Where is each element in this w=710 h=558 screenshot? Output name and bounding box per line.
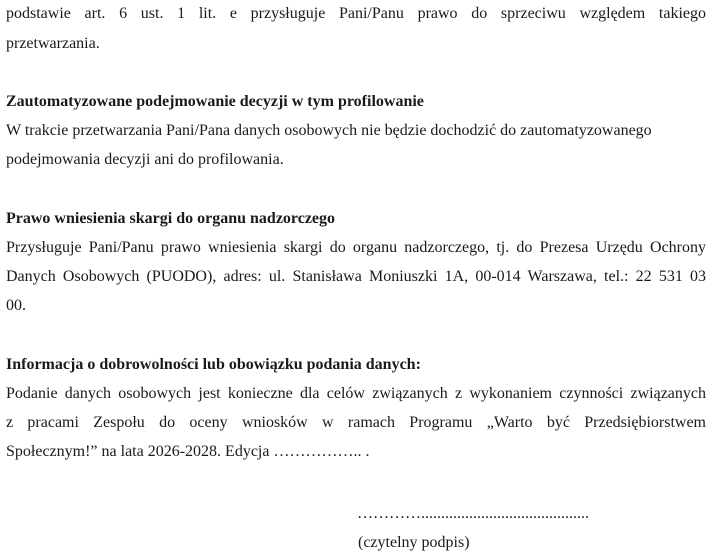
section-heading-data-obligation: Informacja o dobrowolności lub obowiązku podania danych: bbox=[6, 356, 421, 373]
intro-line-1: podstawie art. 6 ust. 1 lit. e przysługuje Pani/Panu prawo do sprzeciwu względem takiego bbox=[6, 5, 706, 22]
section-data-obligation-line-1: Podanie danych osobowych jest konieczne dla celów związanych z wykonaniem czynności związanych bbox=[6, 385, 706, 402]
section-automated-decisions-line-2: podejmowania decyzji ani do profilowania. bbox=[6, 151, 284, 168]
section-complaint-right-line-3: 00. bbox=[6, 297, 26, 314]
section-heading-automated-decisions: Zautomatyzowane podejmowanie decyzji w tym profilowanie bbox=[6, 93, 424, 110]
section-complaint-right-line-1: Przysługuje Pani/Panu prawo wniesienia skargi do organu nadzorczego, tj. do Prezesa Urzędu Ochrony bbox=[6, 239, 706, 256]
section-complaint-right-line-2: Danych Osobowych (PUODO), adres: ul. Stanisława Moniuszki 1A, 00-014 Warszawa, tel.: 22 531 03 bbox=[6, 268, 706, 285]
signature-line: ………….......................................... bbox=[357, 505, 589, 522]
section-data-obligation-line-2: z pracami Zespołu do oceny wniosków w ramach Programu „Warto być Przedsiębiorstwem bbox=[6, 414, 706, 431]
intro-line-2: przetwarzania. bbox=[6, 35, 100, 52]
section-heading-complaint-right: Prawo wniesienia skargi do organu nadzorczego bbox=[6, 210, 336, 227]
signature-caption: (czytelny podpis) bbox=[358, 534, 470, 551]
section-data-obligation-line-3: Społecznym!” na lata 2026-2028. Edycja …………….. . bbox=[6, 443, 370, 460]
section-automated-decisions-line-1: W trakcie przetwarzania Pani/Pana danych osobowych nie będzie dochodzić do zautomatyzowanego bbox=[6, 122, 652, 139]
